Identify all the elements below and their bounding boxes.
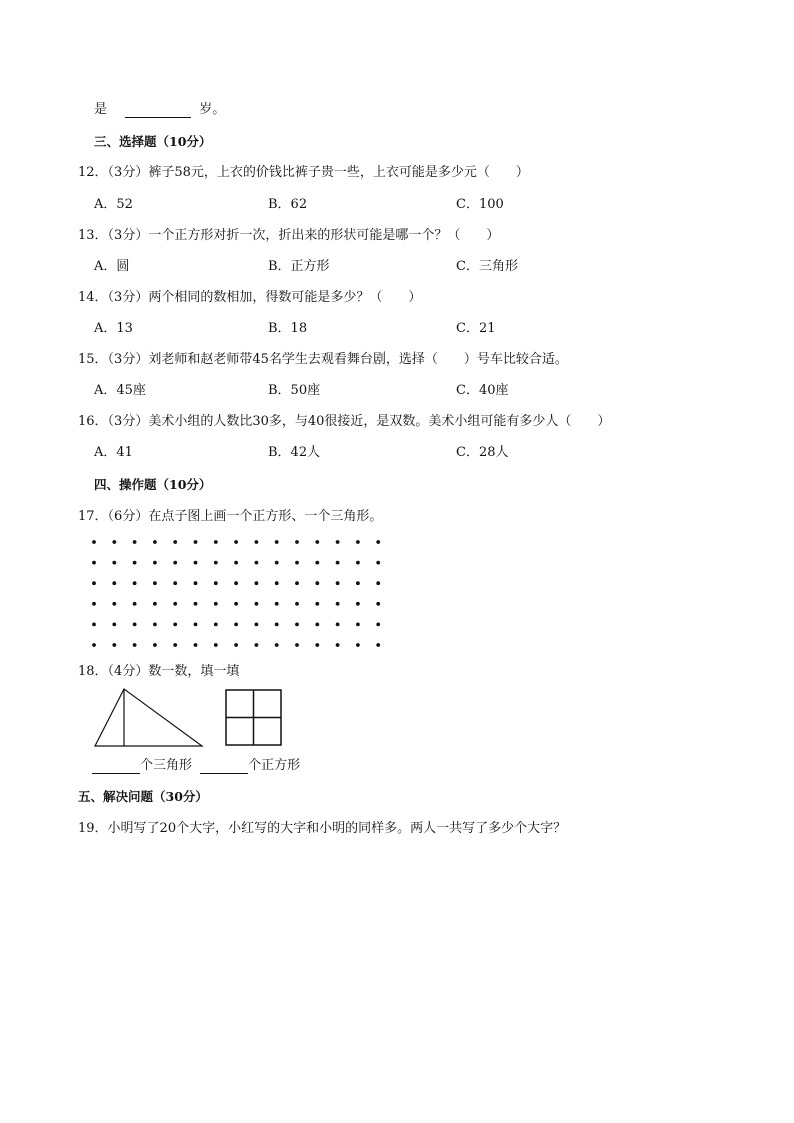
- option-16-c[interactable]: C．28人: [456, 445, 509, 460]
- grid-dot[interactable]: [92, 602, 96, 606]
- question-text: 美术小组的人数比30多，与40很接近，是双数。美术小组可能有多少人（ ）: [148, 414, 611, 429]
- grid-dot[interactable]: [255, 540, 259, 544]
- grid-dot[interactable]: [376, 540, 380, 544]
- age-answer-blank[interactable]: [125, 103, 191, 118]
- grid-dot[interactable]: [153, 602, 157, 606]
- triangle-count-blank[interactable]: [92, 759, 140, 774]
- grid-dot[interactable]: [295, 643, 299, 647]
- blank2-suffix: 个正方形: [248, 758, 301, 773]
- question-number: 13．: [78, 228, 108, 243]
- grid-dot[interactable]: [112, 581, 116, 585]
- grid-dot[interactable]: [133, 602, 137, 606]
- grid-dot[interactable]: [214, 540, 218, 544]
- square-grid-figure: [226, 690, 281, 745]
- grid-dot[interactable]: [336, 602, 340, 606]
- grid-dot[interactable]: [112, 561, 116, 565]
- question-text: 两个相同的数相加，得数可能是多少？（ ）: [148, 290, 422, 305]
- grid-dot[interactable]: [92, 623, 96, 627]
- triangle-figure: [95, 689, 202, 746]
- grid-dot[interactable]: [234, 581, 238, 585]
- grid-dot[interactable]: [255, 643, 259, 647]
- question-text: 一个正方形对折一次，折出来的形状可能是哪一个？（ ）: [148, 228, 500, 243]
- grid-dot[interactable]: [153, 643, 157, 647]
- grid-dot[interactable]: [255, 602, 259, 606]
- option-16-a[interactable]: A．41: [94, 445, 133, 460]
- grid-dot[interactable]: [356, 643, 360, 647]
- question-number: 15．: [78, 352, 108, 367]
- grid-dot[interactable]: [336, 561, 340, 565]
- question-text: 裤子58元，上衣的价钱比裤子贵一些，上衣可能是多少元（ ）: [148, 165, 529, 180]
- grid-dot[interactable]: [194, 581, 198, 585]
- grid-dot[interactable]: [214, 623, 218, 627]
- grid-dot[interactable]: [153, 581, 157, 585]
- grid-dot[interactable]: [112, 643, 116, 647]
- grid-dot[interactable]: [275, 643, 279, 647]
- question-19: [78, 821, 566, 837]
- grid-dot[interactable]: [295, 581, 299, 585]
- grid-dot[interactable]: [315, 643, 319, 647]
- grid-dot[interactable]: [214, 643, 218, 647]
- grid-dot[interactable]: [234, 623, 238, 627]
- grid-dot[interactable]: [194, 643, 198, 647]
- question-number: 17．: [78, 509, 108, 524]
- grid-dot[interactable]: [315, 602, 319, 606]
- section-heading-choice: 三、选择题（10分）: [94, 134, 212, 149]
- grid-dot[interactable]: [133, 581, 137, 585]
- question-number: 18．: [78, 664, 108, 679]
- option-16-b[interactable]: B．42人: [268, 445, 321, 460]
- prev-tail-prefix: 是: [94, 102, 108, 117]
- grid-dot[interactable]: [295, 540, 299, 544]
- grid-dot[interactable]: [356, 602, 360, 606]
- grid-dot[interactable]: [234, 540, 238, 544]
- grid-dot[interactable]: [295, 561, 299, 565]
- question-text: 刘老师和赵老师带45名学生去观看舞台剧，选择（ ）号车比较合适。: [148, 352, 568, 367]
- grid-dot[interactable]: [194, 602, 198, 606]
- option-12-a[interactable]: A．52: [94, 197, 133, 212]
- counting-figures: [90, 686, 290, 752]
- grid-dot[interactable]: [92, 581, 96, 585]
- grid-dot[interactable]: [336, 643, 340, 647]
- question-points: （3分）: [107, 352, 149, 367]
- grid-dot[interactable]: [376, 623, 380, 627]
- question-14: [78, 290, 421, 306]
- grid-dot[interactable]: [112, 602, 116, 606]
- question-16: [78, 414, 610, 430]
- question-12: [78, 165, 529, 181]
- grid-dot[interactable]: [356, 540, 360, 544]
- question-17: [78, 509, 382, 525]
- option-15-c[interactable]: C．40座: [456, 383, 509, 398]
- option-13-c[interactable]: C．三角形: [456, 259, 518, 274]
- dot-grid[interactable]: [86, 534, 386, 652]
- grid-dot[interactable]: [194, 623, 198, 627]
- grid-dot[interactable]: [275, 623, 279, 627]
- grid-dot[interactable]: [376, 602, 380, 606]
- grid-dot[interactable]: [133, 623, 137, 627]
- grid-dot[interactable]: [112, 540, 116, 544]
- question-points: （3分）: [107, 165, 149, 180]
- option-14-b[interactable]: B．18: [268, 321, 308, 336]
- question-text: 在点子图上画一个正方形、一个三角形。: [148, 509, 383, 524]
- question-text: 小明写了20个大字，小红写的大字和小明的同样多。两人一共写了多少个大字？: [107, 821, 567, 836]
- option-12-c[interactable]: C．100: [456, 197, 504, 212]
- grid-dot[interactable]: [336, 623, 340, 627]
- option-14-a[interactable]: A．13: [94, 321, 133, 336]
- grid-dot[interactable]: [153, 561, 157, 565]
- grid-dot[interactable]: [295, 602, 299, 606]
- grid-dot[interactable]: [214, 602, 218, 606]
- grid-dot[interactable]: [315, 581, 319, 585]
- option-13-b[interactable]: B．正方形: [268, 259, 330, 274]
- grid-dot[interactable]: [214, 561, 218, 565]
- grid-dot[interactable]: [92, 561, 96, 565]
- grid-dot[interactable]: [275, 561, 279, 565]
- grid-dot[interactable]: [255, 623, 259, 627]
- grid-dot[interactable]: [234, 561, 238, 565]
- grid-dot[interactable]: [275, 540, 279, 544]
- grid-dot[interactable]: [356, 623, 360, 627]
- grid-dot[interactable]: [173, 540, 177, 544]
- grid-dot[interactable]: [315, 623, 319, 627]
- prev-tail-suffix: 岁。: [199, 102, 226, 117]
- question-number: 16．: [78, 414, 108, 429]
- option-13-a[interactable]: A．圆: [94, 259, 130, 274]
- grid-dot[interactable]: [356, 561, 360, 565]
- option-15-a[interactable]: A．45座: [94, 383, 146, 398]
- grid-dot[interactable]: [173, 581, 177, 585]
- grid-dot[interactable]: [214, 581, 218, 585]
- grid-dot[interactable]: [194, 561, 198, 565]
- question-15: [78, 352, 568, 368]
- grid-dot[interactable]: [336, 581, 340, 585]
- grid-dot[interactable]: [275, 602, 279, 606]
- grid-dot[interactable]: [92, 643, 96, 647]
- grid-dot[interactable]: [173, 602, 177, 606]
- grid-dot[interactable]: [133, 561, 137, 565]
- grid-dot[interactable]: [173, 561, 177, 565]
- question-18: [78, 664, 239, 680]
- grid-dot[interactable]: [173, 623, 177, 627]
- grid-dot[interactable]: [234, 602, 238, 606]
- section-heading-solve: 五、解决问题（30分）: [78, 789, 208, 804]
- grid-dot[interactable]: [315, 540, 319, 544]
- grid-dot[interactable]: [133, 643, 137, 647]
- square-count-blank[interactable]: [200, 759, 248, 774]
- question-13: [78, 228, 499, 244]
- grid-dot[interactable]: [275, 581, 279, 585]
- grid-dot[interactable]: [376, 581, 380, 585]
- grid-dot[interactable]: [376, 561, 380, 565]
- grid-dot[interactable]: [92, 540, 96, 544]
- question-number: 14．: [78, 290, 108, 305]
- grid-dot[interactable]: [255, 561, 259, 565]
- grid-dot[interactable]: [295, 623, 299, 627]
- grid-dot[interactable]: [112, 623, 116, 627]
- prev-question-tail: [94, 102, 225, 118]
- question-number: 19．: [78, 821, 108, 836]
- option-14-c[interactable]: C．21: [456, 321, 496, 336]
- grid-dot[interactable]: [133, 540, 137, 544]
- option-15-b[interactable]: B．50座: [268, 383, 321, 398]
- grid-dot[interactable]: [194, 540, 198, 544]
- question-number: 12．: [78, 165, 108, 180]
- section-heading-operate: 四、操作题（10分）: [94, 477, 212, 492]
- grid-dot[interactable]: [255, 581, 259, 585]
- question-text: 数一数，填一填: [148, 664, 240, 679]
- grid-dot[interactable]: [153, 540, 157, 544]
- question-points: （4分）: [107, 664, 149, 679]
- grid-dot[interactable]: [153, 623, 157, 627]
- question-points: （3分）: [107, 290, 149, 305]
- question-points: （3分）: [107, 414, 149, 429]
- grid-dot[interactable]: [315, 561, 319, 565]
- question-points: （3分）: [107, 228, 149, 243]
- q18-answer-line: [92, 758, 300, 774]
- grid-dot[interactable]: [356, 581, 360, 585]
- grid-dot[interactable]: [234, 643, 238, 647]
- grid-dot[interactable]: [173, 643, 177, 647]
- grid-dot[interactable]: [376, 643, 380, 647]
- question-points: （6分）: [107, 509, 149, 524]
- grid-dot[interactable]: [336, 540, 340, 544]
- blank1-suffix: 个三角形: [140, 758, 193, 773]
- option-12-b[interactable]: B．62: [268, 197, 308, 212]
